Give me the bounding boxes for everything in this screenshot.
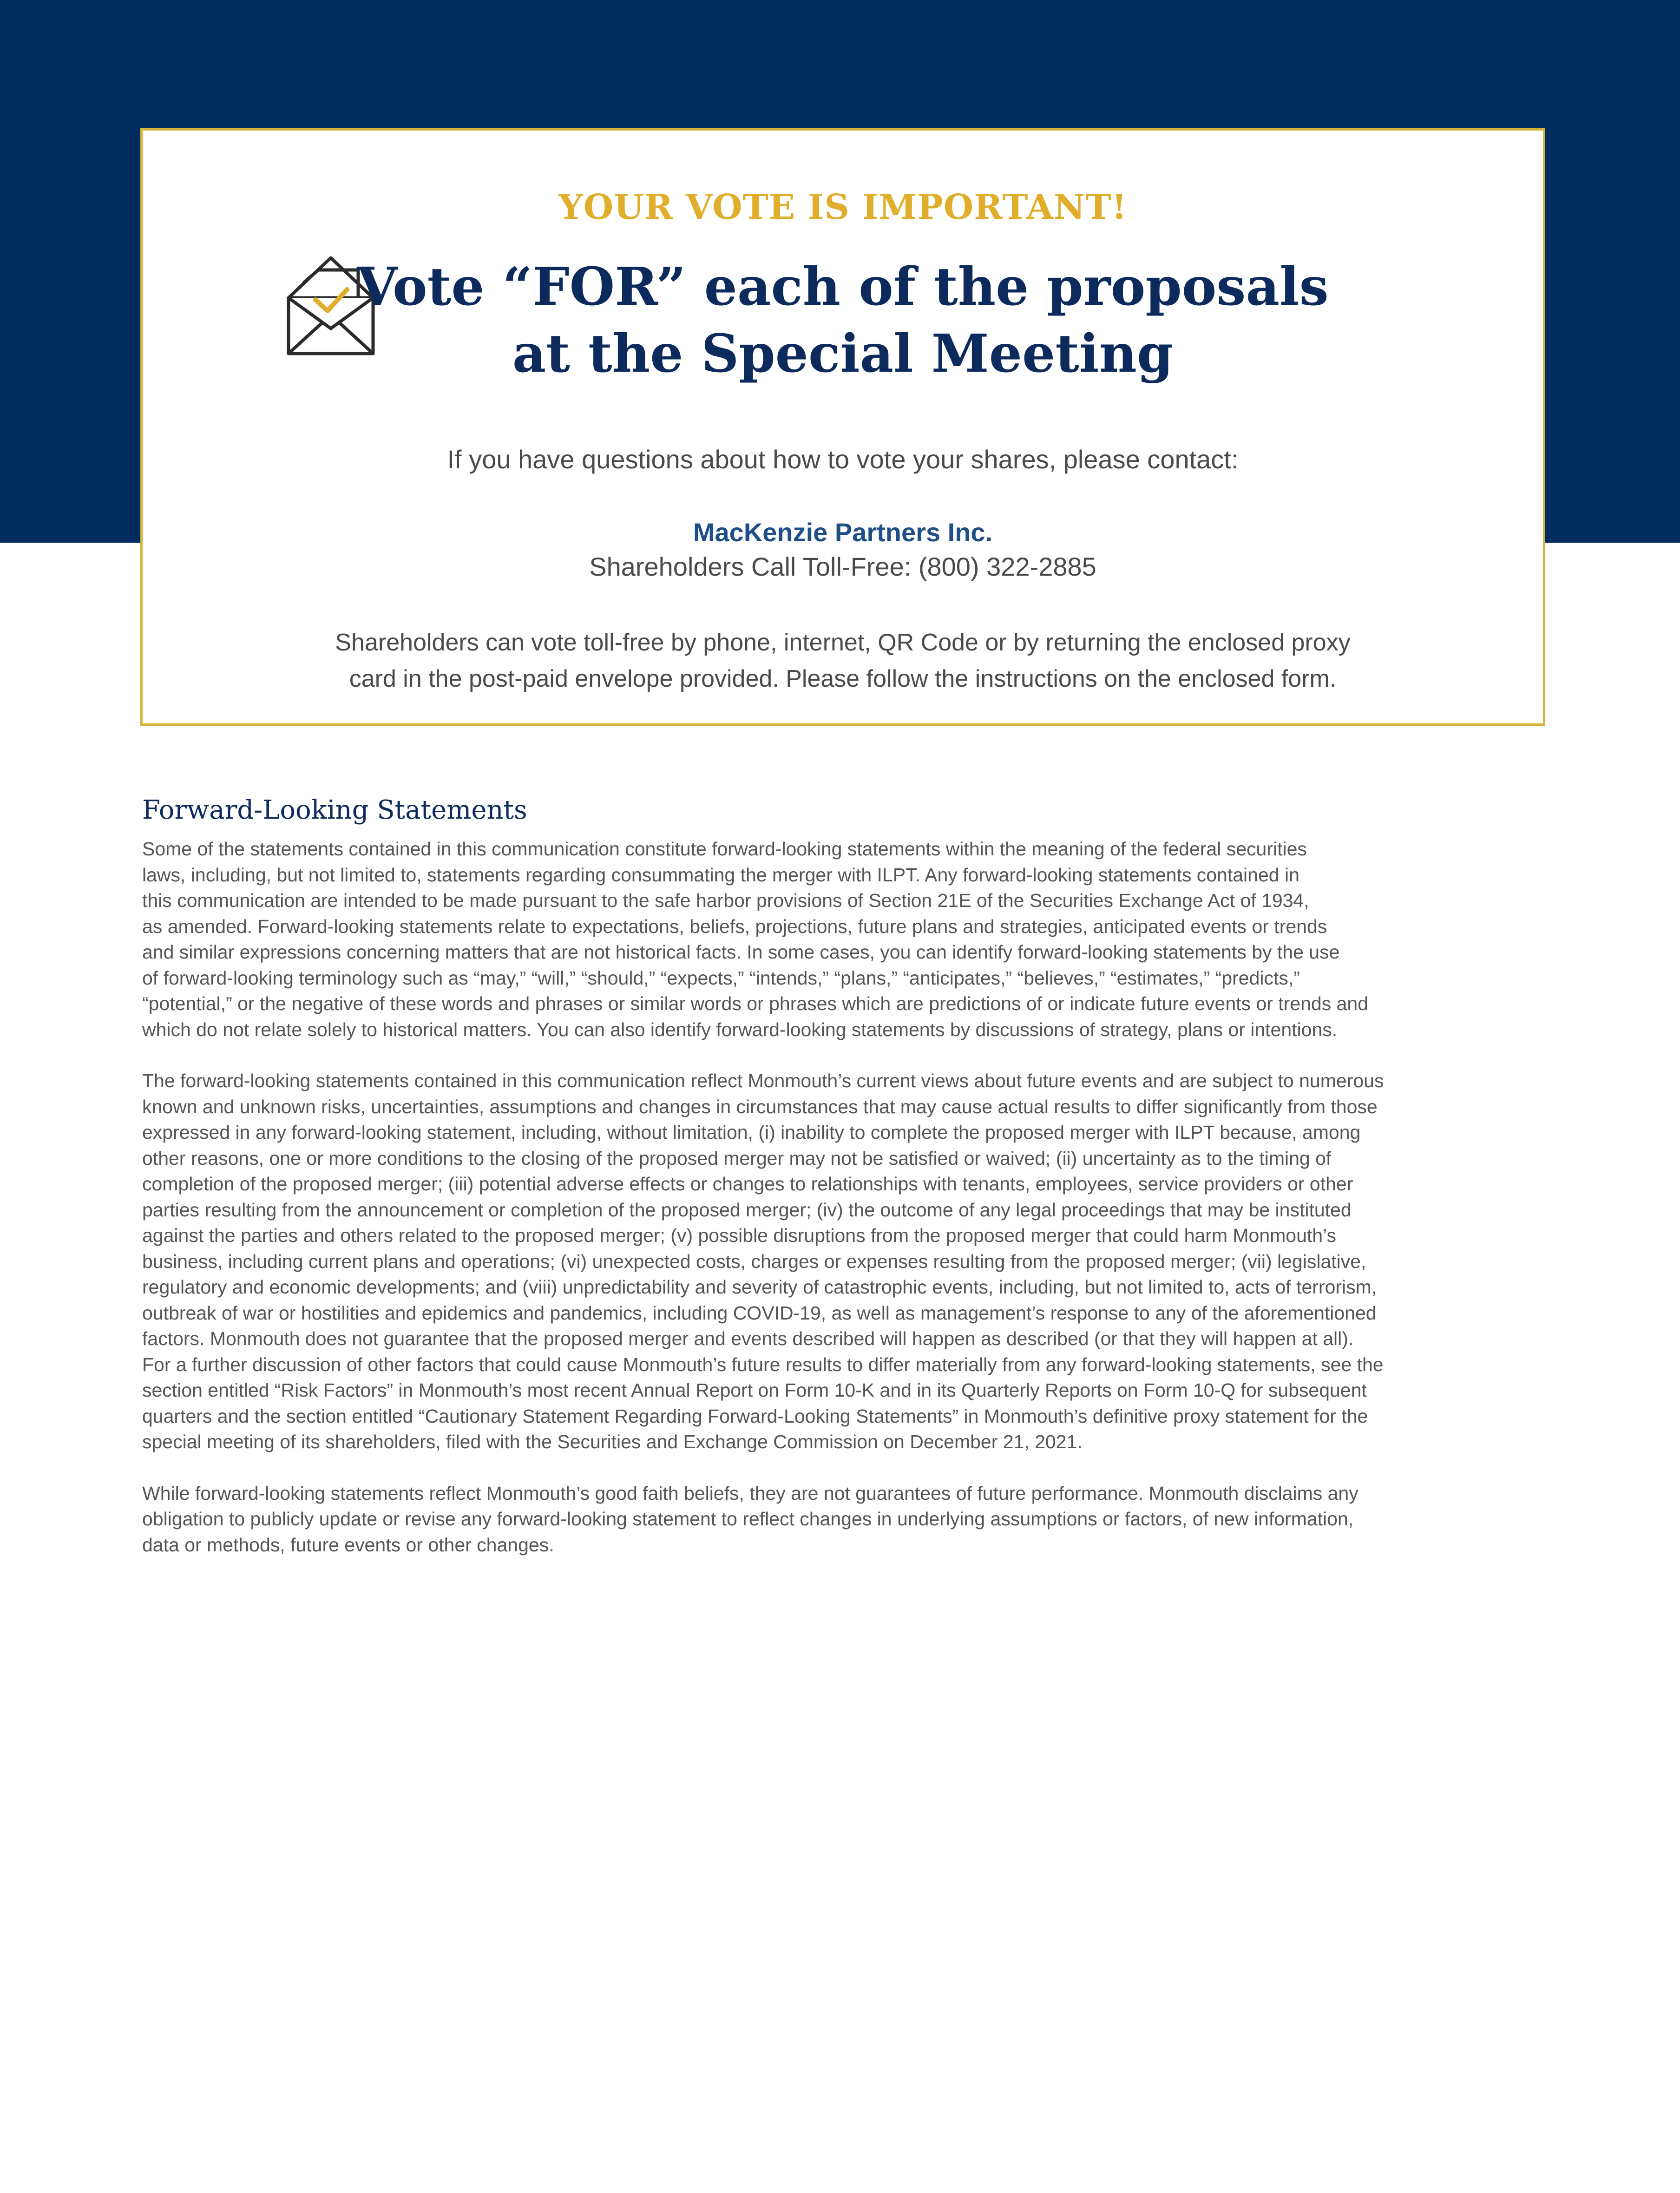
paragraph-line: obligation to publicly update or revise any forward-looking statement to reflect changes in underlying assumptions or factors, of new information, bbox=[142, 1508, 1354, 1530]
paragraph-line: regulatory and economic developments; and (viii) unpredictability and severity of catastrophic events, including, but not limited to, acts of terrorism, bbox=[142, 1276, 1377, 1298]
vote-callout-box bbox=[140, 128, 1545, 726]
vote-methods-line: card in the post-paid envelope provided. Please follow the instructions on the enclosed form. bbox=[349, 665, 1337, 692]
headline-line: Vote “FOR” each of the proposals bbox=[357, 256, 1329, 317]
headline bbox=[143, 254, 1543, 387]
firm-name: MacKenzie Partners Inc. bbox=[693, 518, 993, 547]
paragraph-line: completion of the proposed merger; (iii) potential adverse effects or changes to relationships with tenants, employees, service providers or other bbox=[142, 1173, 1353, 1195]
paragraph-line: special meeting of its shareholders, filed with the Securities and Exchange Commission on December 21, 2021. bbox=[142, 1431, 1083, 1452]
paragraph-line: outbreak of war or hostilities and epidemics and pandemics, including COVID-19, as well as management’s response to any of the aforementioned bbox=[142, 1302, 1377, 1324]
paragraph-line: factors. Monmouth does not guarantee that the proposed merger and events described will happen as described (or that they will happen at all). bbox=[142, 1328, 1354, 1349]
paragraph-line: expressed in any forward-looking statement, including, without limitation, (i) inability to complete the proposed merger with ILPT because, among bbox=[142, 1122, 1361, 1143]
paragraph-line: quarters and the section entitled “Cautionary Statement Regarding Forward-Looking Statements” in Monmouth’s definitive proxy statement for the bbox=[142, 1405, 1368, 1427]
paragraph-line: For a further discussion of other factors that could cause Monmouth’s future results to differ materially from any forward-looking statements, see the bbox=[142, 1353, 1384, 1375]
paragraph-line: laws, including, but not limited to, statements regarding consummating the merger with ILPT. Any forward-looking statements contained in bbox=[142, 864, 1299, 886]
paragraph-line: “potential,” or the negative of these words and phrases or similar words or phrases which are predictions of or indicate future events or trends and bbox=[142, 993, 1369, 1014]
contact-intro: If you have questions about how to vote your shares, please contact: bbox=[447, 445, 1239, 474]
paragraph bbox=[142, 1481, 1555, 1558]
paragraph-line: which do not relate solely to historical matters. You can also identify forward-looking statements by discussions of strategy, plans or intentions. bbox=[142, 1018, 1338, 1040]
paragraph-line: business, including current plans and operations; (vi) unexpected costs, charges or expenses resulting from the proposed merger; (vii) legislative, bbox=[142, 1250, 1366, 1272]
paragraph-line: as amended. Forward-looking statements relate to expectations, beliefs, projections, future plans and strategies, anticipated events or trends bbox=[142, 915, 1327, 937]
section-title: Forward-Looking Statements bbox=[142, 795, 527, 825]
paragraph bbox=[142, 1068, 1555, 1455]
paragraph-line: this communication are intended to be made pursuant to the safe harbor provisions of Section 21E of the Securities Exchange Act of 1934, bbox=[142, 890, 1309, 911]
paragraph-line: Some of the statements contained in this communication constitute forward-looking statements within the meaning of the federal securities bbox=[142, 838, 1307, 860]
vote-kicker: YOUR VOTE IS IMPORTANT! bbox=[558, 187, 1128, 227]
vote-methods-line: Shareholders can vote toll-free by phone, internet, QR Code or by returning the enclosed proxy bbox=[335, 629, 1351, 656]
paragraph-line: against the parties and others related to the proposed merger; (v) possible disruptions from the proposed merger that could harm Monmouth’s bbox=[142, 1225, 1336, 1246]
paragraph-line: parties resulting from the announcement or completion of the proposed merger; (iv) the outcome of any legal proceedings that may be instituted bbox=[142, 1199, 1352, 1221]
paragraph-line: section entitled “Risk Factors” in Monmouth’s most recent Annual Report on Form 10-K and in its Quarterly Reports on Form 10-Q for subsequent bbox=[142, 1379, 1367, 1401]
paragraph-line: The forward-looking statements contained in this communication reflect Monmouth’s current views about future events and are subject to numerous bbox=[142, 1070, 1384, 1091]
paragraph bbox=[142, 836, 1555, 1043]
vote-methods bbox=[143, 624, 1543, 697]
headline-line: at the Special Meeting bbox=[512, 323, 1174, 384]
paragraph-line: data or methods, future events or other changes. bbox=[142, 1534, 554, 1556]
paragraph-line: other reasons, one or more conditions to the closing of the proposed merger may not be satisfied or waived; (ii) uncertainty as to the timing of bbox=[142, 1147, 1332, 1169]
forward-looking-section bbox=[142, 794, 1555, 1583]
paragraph-line: known and unknown risks, uncertainties, assumptions and changes in circumstances that may cause actual results to differ significantly from those bbox=[142, 1096, 1378, 1117]
paragraph-line: While forward-looking statements reflect Monmouth’s good faith beliefs, they are not guarantees of future performance. Monmouth disclaims any bbox=[142, 1482, 1358, 1504]
paragraph-line: and similar expressions concerning matters that are not historical facts. In some cases, you can identify forward-looking statements by the use bbox=[142, 941, 1340, 963]
paragraph-line: of forward-looking terminology such as “may,” “will,” “should,” “expects,” “intends,” “plans,” “anticipates,” “believes,” “estimates,” “predicts,” bbox=[142, 967, 1300, 989]
firm-phone: Shareholders Call Toll-Free: (800) 322-2885 bbox=[589, 552, 1096, 581]
